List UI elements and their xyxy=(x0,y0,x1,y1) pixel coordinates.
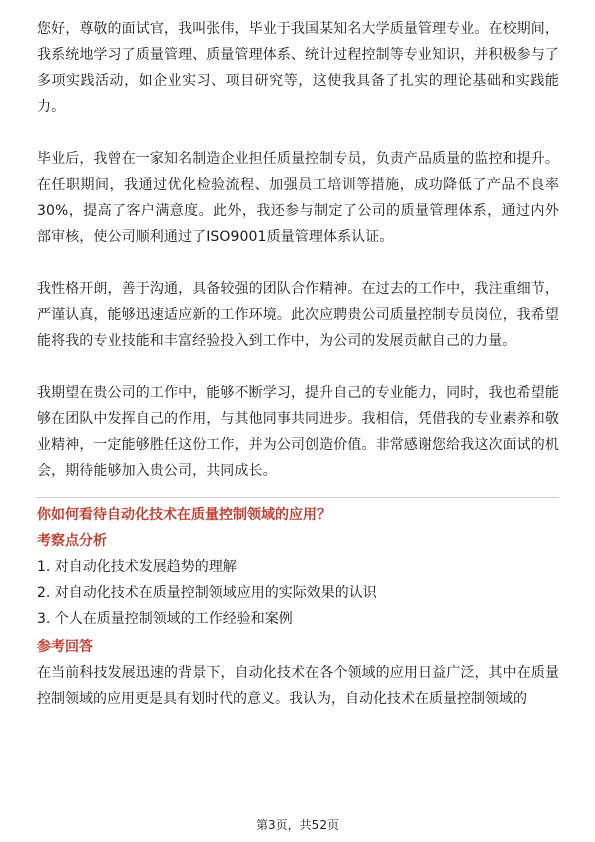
closing-paragraph: 我期望在贵公司的工作中，能够不断学习，提升自己的专业能力，同时，我也希望能够在团队中发挥自己的作用，与其他同事共同进步。我相信，凭借我的专业素养和敬业精神，一定能够胜任这份工作，并为公司创造价值。非常感谢您给我这次面试的机会，期待能够加入贵公司，共同成长。 xyxy=(37,385,559,479)
intro-paragraph: 您好，尊敬的面试官，我叫张伟，毕业于我国某知名大学质量管理专业。在校期间，我系统地学习了质量管理、质量管理体系、统计过程控制等专业知识，并积极参与了多项实践活动，如企业实习、项目研究等，这使我具备了扎实的理论基础和实践能力。 xyxy=(37,21,559,115)
reference-title: 参考回答 xyxy=(37,639,93,655)
section-divider xyxy=(37,497,559,498)
experience-paragraph: 毕业后，我曾在一家知名制造企业担任质量控制专员，负责产品质量的监控和提升。在任职期间，我通过优化检验流程、加强员工培训等措施，成功降低了产品不良率30%，提高了客户满意度。此外，我还参与制定了公司的质量管理体系，通过内外部审核，使公司顺利通过了ISO9001质量管理体系认证。 xyxy=(37,151,559,245)
analysis-point: 1. 对自动化技术发展趋势的理解 xyxy=(37,559,237,575)
document-page xyxy=(37,16,559,712)
analysis-points xyxy=(37,554,559,632)
personality-paragraph: 我性格开朗，善于沟通，具备较强的团队合作精神。在过去的工作中，我注重细节，严谨认真，能够迅速适应新的工作环境。此次应聘贵公司质量控制专员岗位，我希望能将我的专业技能和丰富经验投入到工作中，为公司的发展贡献自己的力量。 xyxy=(37,281,559,349)
analysis-point: 3. 个人在质量控制领域的工作经验和案例 xyxy=(37,611,293,627)
interview-question: 你如何看待自动化技术在质量控制领域的应用？ xyxy=(37,507,331,523)
analysis-title: 考察点分析 xyxy=(37,533,107,549)
reference-answer: 在当前科技发展迅速的背景下，自动化技术在各个领域的应用日益广泛，其中在质量控制领域的应用更是具有划时代的意义。我认为，自动化技术在质量控制领域的 xyxy=(37,665,559,707)
page-footer: 第3页，共52页 xyxy=(256,818,339,832)
analysis-point: 2. 对自动化技术在质量控制领域应用的实际效果的认识 xyxy=(37,585,377,601)
